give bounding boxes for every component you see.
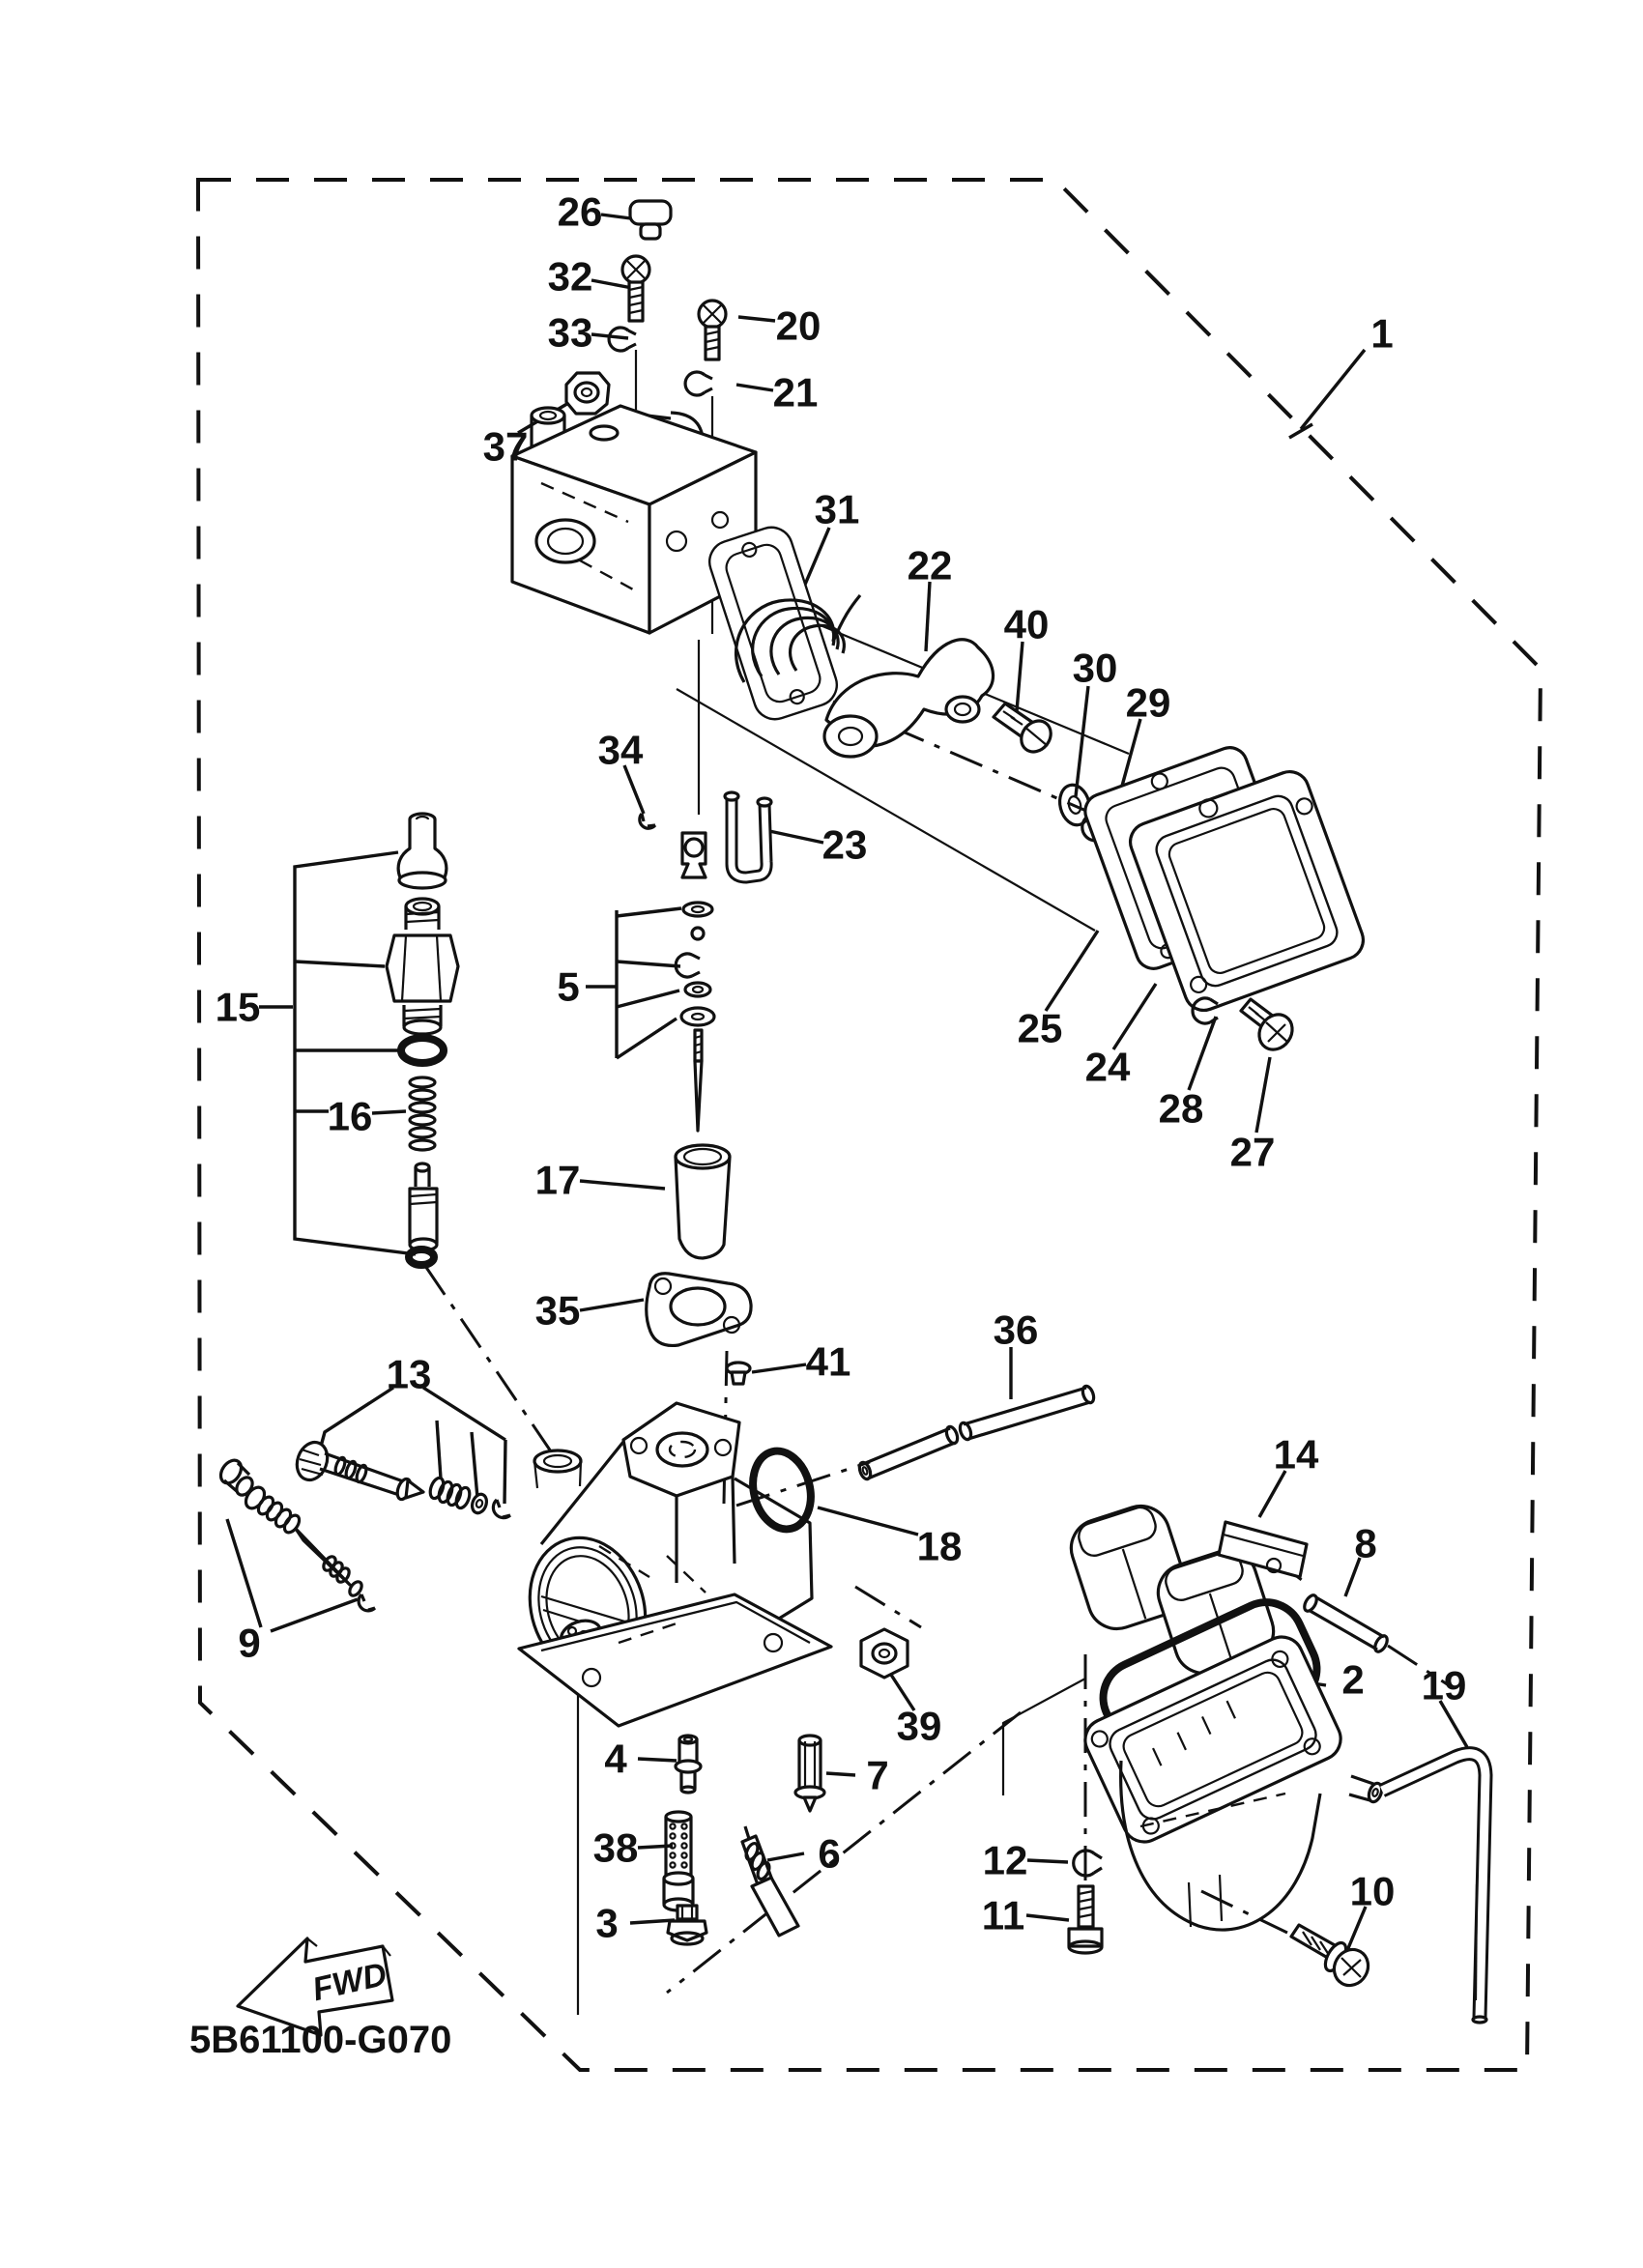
- callout-6: 6: [818, 1830, 841, 1877]
- cover-plate-group: [1081, 743, 1369, 1056]
- part-15-oring: [401, 1038, 444, 1063]
- callout-39: 39: [896, 1703, 942, 1749]
- fwd-label: FWD: [308, 1955, 390, 2009]
- part-21-clip: [685, 372, 712, 395]
- part-34-clip: [640, 814, 655, 828]
- part-35-gasket: [647, 1274, 751, 1346]
- callout-18: 18: [916, 1523, 963, 1569]
- bracket-lines: [295, 852, 681, 1254]
- part-15-union: [387, 899, 458, 1034]
- callout-30: 30: [1072, 645, 1118, 691]
- part-8-float-pin: [1302, 1593, 1390, 1654]
- callout-38: 38: [592, 1824, 639, 1871]
- callout-36: 36: [993, 1306, 1039, 1353]
- callout-16: 16: [327, 1093, 373, 1139]
- callout-34: 34: [597, 727, 644, 773]
- part-41-plug: [727, 1363, 750, 1384]
- part-20-screw: [699, 301, 726, 359]
- callout-24: 24: [1084, 1044, 1131, 1090]
- callout-29: 29: [1125, 679, 1171, 726]
- part-36-pipe: [857, 1385, 1096, 1480]
- part-22-lever: [824, 640, 994, 757]
- callout-22: 22: [907, 542, 953, 589]
- callout-5: 5: [557, 963, 580, 1010]
- callout-25: 25: [1017, 1005, 1063, 1051]
- part-17-valve: [676, 1145, 730, 1258]
- part-38-filter: [664, 1812, 693, 1910]
- callout-31: 31: [814, 486, 860, 532]
- callout-32: 32: [547, 253, 593, 300]
- part-10-screw: [1291, 1925, 1374, 1992]
- part-23-link: [725, 792, 771, 877]
- part-13-stop-screw-set: [292, 1438, 510, 1518]
- part-37-nut: [566, 373, 609, 414]
- part-15-nozzle: [398, 814, 447, 888]
- callout-23: 23: [822, 821, 868, 868]
- part-12-washer: [1074, 1851, 1102, 1876]
- callout-7: 7: [866, 1752, 889, 1798]
- part-5-needle-set: [676, 833, 714, 1131]
- callout-11: 11: [981, 1892, 1025, 1938]
- callout-17: 17: [534, 1157, 581, 1203]
- throttle-valve-group: [647, 1145, 751, 1384]
- callout-19: 19: [1421, 1662, 1467, 1708]
- callout-28: 28: [1158, 1085, 1204, 1132]
- callout-20: 20: [775, 302, 822, 349]
- callout-15: 15: [215, 984, 261, 1030]
- callout-41: 41: [805, 1338, 851, 1385]
- part-15-oring-small: [409, 1249, 434, 1265]
- callout-21: 21: [772, 369, 819, 416]
- main-body-group: [216, 1385, 1096, 1726]
- callout-35: 35: [534, 1287, 581, 1334]
- part-15-plunger: [410, 1163, 437, 1250]
- jet-group-15: [387, 814, 458, 1265]
- callout-27: 27: [1229, 1129, 1276, 1175]
- part-4-jet: [676, 1736, 701, 1793]
- callout-33: 33: [547, 309, 593, 356]
- callout-1: 1: [1370, 310, 1394, 357]
- callout-3: 3: [595, 1900, 619, 1946]
- part-19-drain-hose: [1382, 1754, 1486, 2023]
- callout-4: 4: [604, 1736, 627, 1782]
- callout-40: 40: [1003, 601, 1050, 647]
- part-39-nut: [861, 1629, 908, 1678]
- part-7-plug: [795, 1736, 824, 1811]
- callout-8: 8: [1354, 1520, 1377, 1566]
- part-11-drain-bolt: [1069, 1886, 1102, 1953]
- callout-14: 14: [1273, 1431, 1319, 1478]
- callout-26: 26: [557, 188, 603, 235]
- callout-37: 37: [482, 423, 529, 470]
- callout-12: 12: [982, 1837, 1028, 1883]
- part-6-needle-valve: [742, 1826, 798, 1936]
- part-26-cap: [630, 201, 671, 239]
- callout-9: 9: [238, 1620, 261, 1666]
- diagram-code: 5B61100-G070: [189, 2019, 452, 2061]
- needle-set-group: [640, 792, 771, 1131]
- callout-13: 13: [386, 1351, 432, 1397]
- carburetor-top-body: [512, 406, 843, 725]
- callout-10: 10: [1349, 1868, 1396, 1914]
- callout-2: 2: [1341, 1656, 1365, 1703]
- part-16-spring: [410, 1077, 435, 1150]
- part-27-screw: [1241, 999, 1299, 1056]
